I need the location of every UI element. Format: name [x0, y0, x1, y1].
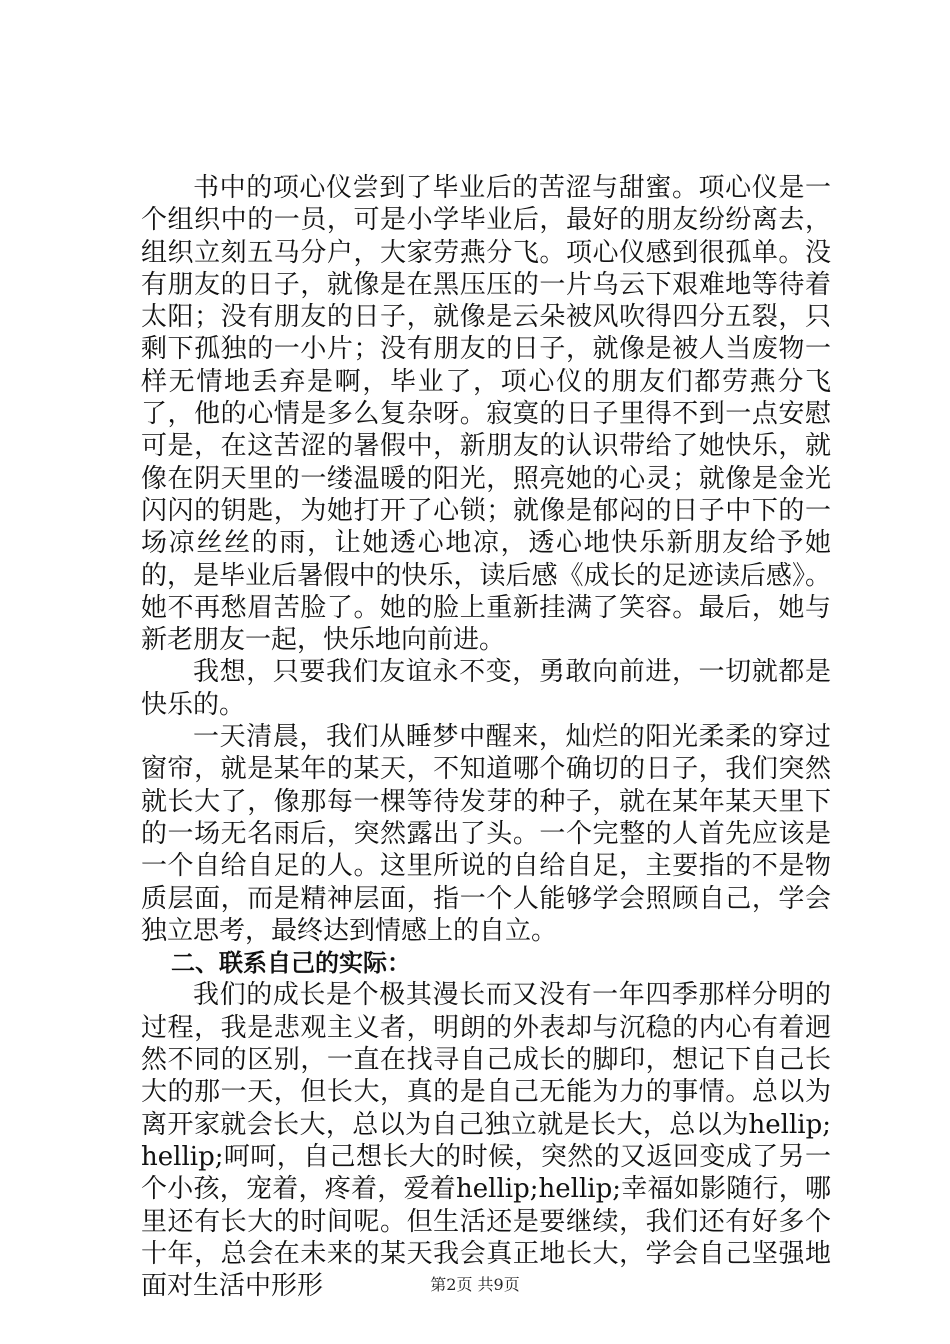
document-body: [141, 172, 831, 1302]
paragraph-4: 我们的成长是个极其漫长而又没有一年四季那样分明的过程，我是悲观主义者，明朗的外表却与沉稳的内心有着迥然不同的区别，一直在找寻自己成长的脚印，想记下自己长大的那一天，但长大，真的是自己无能为力的事情。总以为离开家就会长大，总以为自己独立就是长大，总以为hellip;hellip;呵呵，自己想长大的时候，突然的又返回变成了另一个小孩，宠着，疼着，爱着hellip;hellip;幸福如影随行，哪里还有长大的时间呢。但生活还是要继续，我们还有好多个十年，总会在未来的某天我会真正地长大，学会自己坚强地面对生活中形形: [141, 980, 831, 1302]
paragraph-3: 一天清晨，我们从睡梦中醒来，灿烂的阳光柔柔的穿过窗帘，就是某年的某天，不知道哪个确切的日子，我们突然就长大了，像那每一棵等待发芽的种子，就在某年某天里下的一场无名雨后，突然露出了头。一个完整的人首先应该是一个自给自足的人。这里所说的自给自足，主要指的不是物质层面，而是精神层面，指一个人能够学会照顾自己，学会独立思考，最终达到情感上的自立。: [141, 722, 831, 946]
paragraph-2: 我想，只要我们友谊永不变，勇敢向前进，一切就都是快乐的。: [141, 657, 831, 720]
page-number-footer: 第2页 共9页: [430, 1275, 520, 1294]
section-heading: 二、联系自己的实际：: [171, 949, 411, 978]
paragraph-1: 书中的项心仪尝到了毕业后的苦涩与甜蜜。项心仪是一个组织中的一员，可是小学毕业后，最好的朋友纷纷离去，组织立刻五马分户，大家劳燕分飞。项心仪感到很孤单。没有朋友的日子，就像是在黑压压的一片乌云下艰难地等待着太阳；没有朋友的日子，就像是云朵被风吹得四分五裂，只剩下孤独的一小片；没有朋友的日子，就像是被人当废物一样无情地丢弃是啊，毕业了，项心仪的朋友们都劳燕分飞了，他的心情是多么复杂呀。寂寞的日子里得不到一点安慰可是，在这苦涩的暑假中，新朋友的认识带给了她快乐，就像在阴天里的一缕温暖的阳光，照亮她的心灵；就像是金光闪闪的钥匙，为她打开了心锁；就像是郁闷的日子中下的一场凉丝丝的雨，让她透心地凉，透心地快乐新朋友给予她的，是毕业后暑假中的快乐，读后感《成长的足迹读后感》。她不再愁眉苦脸了。她的脸上重新挂满了笑容。最后，她与新老朋友一起，快乐地向前进。: [141, 173, 831, 656]
